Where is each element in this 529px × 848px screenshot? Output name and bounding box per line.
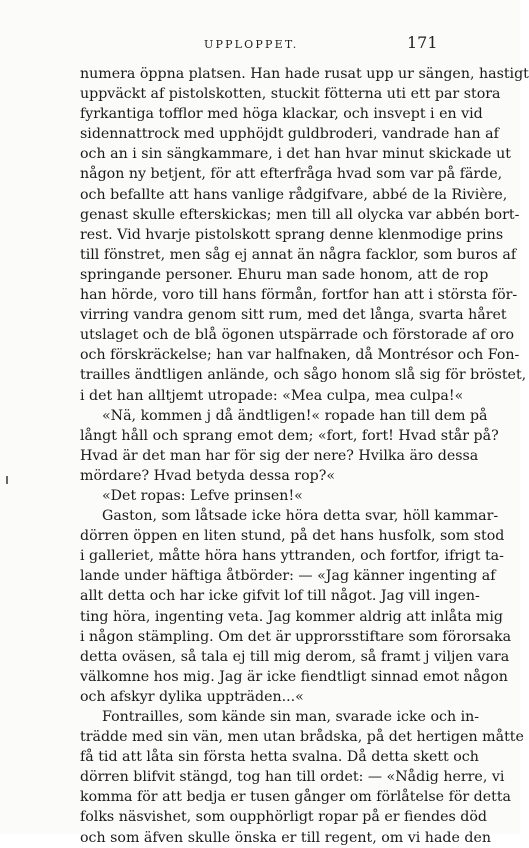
text-line: springande personer. Ehuru man sade honom, att de rop: [80, 266, 489, 283]
text-line: dörren öppen en liten stund, på det hans husfolk, som stod: [80, 528, 505, 545]
text-line: trailles ändtligen anlände, och sågo honom slå sig för bröstet,: [80, 367, 527, 384]
text-line: sidennattrock med upphöjdt guldbroderi, vandrade han af: [80, 126, 499, 143]
text-line: och förskräckelse; han var halfnaken, då Montrésor och Fon-: [80, 347, 520, 364]
text-line: «Det ropas: Lefve prinsen!«: [102, 487, 303, 504]
text-line: långt håll och sprang emot dem; «fort, fort! Hvad står på?: [80, 427, 499, 444]
text-line: Gaston, som låtsade icke höra detta svar, höll kammar-: [102, 508, 499, 525]
text-line: allt detta och har icke gifvit lof till något. Jag vill ingen-: [80, 588, 480, 605]
text-line: uppväckt af pistolskotten, stuckit fötterna uti ett par stora: [80, 86, 501, 103]
text-line: han hörde, voro till hans förmån, fortfor han att i största för-: [80, 287, 518, 304]
text-line: detta oväsen, så tala ej till mig derom, så framt j viljen vara: [80, 648, 510, 665]
text-line: någon ny betjent, för att efterfråga hvad som var på färde,: [80, 166, 503, 183]
text-line: få tid att låta sin första hetta svalna. Då detta skett och: [80, 749, 479, 766]
text-line: dörren blifvit stängd, tog han till ordet: — «Nådig herre, vi: [80, 769, 505, 786]
page-number: 171: [407, 33, 438, 52]
text-line: mördare? Hvad betyda dessa rop?«: [80, 467, 335, 484]
text-line: och som äfven skulle önska er till regent, om vi hade den: [80, 829, 492, 846]
text-line: och afskyr dylika uppträden...«: [80, 688, 304, 705]
text-line: i galleriet, måtte höra hans yttranden, och fortfor, ifrigt ta-: [80, 548, 504, 565]
text-line: i någon stämpling. Om det är upprorsstiftare som förorsaka: [80, 628, 512, 645]
text-line: i det han alltjemt utropade: «Mea culpa, mea culpa!«: [80, 387, 464, 404]
text-line: utslaget och de blå ögonen utspärrade och förstorade af oro: [80, 327, 515, 344]
text-line: lande under häftiga åtbörder: — «Jag känner ingenting af: [80, 568, 496, 585]
text-line: genast skulle efterskickas; men till all olycka var abbén bort-: [80, 206, 520, 223]
body-text: [80, 64, 529, 848]
text-line: komma för att bedja er tusen gånger om förlåtelse för detta: [80, 789, 512, 806]
text-line: folks näsvishet, som oupphörligt ropar på er fiendes död: [80, 809, 488, 826]
text-line: Fontrailles, som kände sin man, svarade icke och in-: [102, 709, 480, 725]
text-line: och an i sin sängkammare, i det han hvar minut skickade ut: [80, 146, 511, 163]
text-line: virring vandra genom sitt rum, med det långa, svarta håret: [80, 307, 507, 324]
chapter-title: UPPLOPPET.: [204, 38, 299, 51]
text-line: «Nä, kommen j då ändtligen!« ropade han till dem på: [102, 407, 488, 424]
text-line: fyrkantiga tofflor med höga klackar, och insvept i en vid: [80, 106, 483, 123]
text-line: numera öppna platsen. Han hade rusat upp ur sängen, hastigt: [80, 66, 529, 82]
text-line: ting höra, ingenting veta. Jag kommer aldrig att inlåta mig: [80, 608, 503, 625]
margin-mark: [6, 476, 8, 484]
text-line: trädde med sin vän, men utan brådska, på det hertigen måtte: [80, 729, 524, 746]
text-line: rest. Vid hvarje pistolskott sprang denne klenmodige prins: [80, 226, 504, 243]
text-line: till fönstret, men såg ej annat än några facklor, som buros af: [80, 246, 517, 263]
text-line: och befallte att hans vanlige rådgifvare, abbé de la Rivière,: [80, 186, 508, 203]
text-line: Hvad är det man har för sig der nere? Hvilka äro dessa: [80, 447, 479, 464]
text-line: välkomne hos mig. Jag är icke fiendtligt sinnad emot någon: [80, 668, 508, 685]
